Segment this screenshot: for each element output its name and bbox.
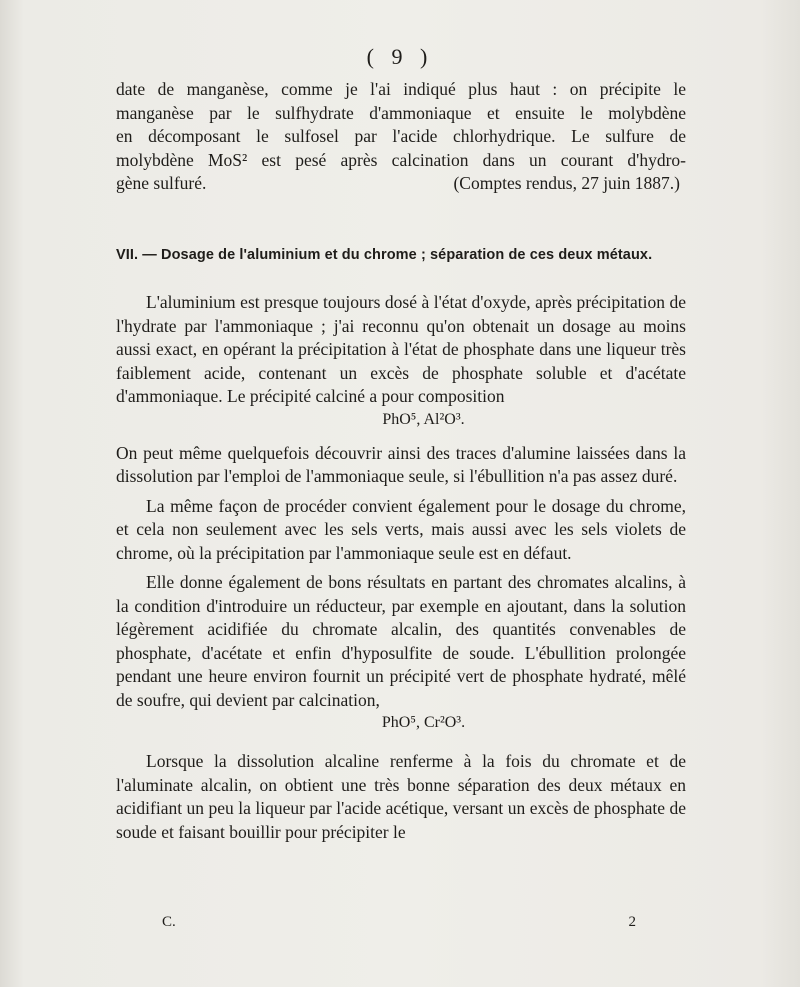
paragraph-traces: On peut même quelquefois découvrir ainsi des traces d'alumine laissées dans la dissolution par l'emploi de l'ammoniaque seule, si l'ébullition n'a pas assez duré. [116,442,686,486]
paragraph-chrome: La même façon de procéder convient également pour le dosage du chrome, et cela non seulement avec les sels verts, mais aussi avec les sels violets de chrome, où la précipitation par l'ammoniaque seule est en défaut. [116,495,686,563]
text-line-last [116,172,686,196]
text-line: gène sulfuré. [116,173,207,193]
main-body [116,291,686,844]
sheet-number: 2 [628,914,636,930]
paragraph-aluminium: L'aluminium est presque toujours dosé à l'état d'oxyde, après précipitation de l'hydrate par l'ammoniaque ; j'ai reconnu qu'on obtenait un dosage au moins aussi exact, en opérant la précipitation à l'état de phosphate dans une liqueur très faiblement acide, contenant un excès de phosphate soluble et d'acétate d'ammoniaque. Le précipité calciné a pour composition [116,292,686,406]
text-line: manganèse par le sulfhydrate d'ammoniaque et ensuite le molybdène [116,102,686,123]
text-line: molybdène MoS² est pesé après calcination dans un courant d'hydro- [116,149,686,170]
text-line: en décomposant le sulfosel par l'acide chlorhydrique. Le sulfure de [116,126,686,146]
page-number: ( 9 ) [366,44,434,69]
paragraph-chromates: Elle donne également de bons résultats en partant des chromates alcalins, à la condition d'introduire un réducteur, par exemple en ajoutant, dans la solution légèrement acidifiée du chromate alcalin, des quantités convenables de phosphate, d'acétate et enfin d'hyposulfite de soude. L'ébullition prolongée pendant une heure environ fournit un précipité vert de phosphate hydraté, mêlé de soufre, qui devient par calcination, [116,572,686,710]
top-paragraph [116,78,686,196]
signature-mark: C. [162,914,176,930]
section-heading: VII. — Dosage de l'aluminium et du chrome ; séparation de ces deux métaux. [116,247,653,263]
formula-aluminium-phosphate: PhO⁵, Al²O³. [382,410,465,428]
paragraph-separation: Lorsque la dissolution alcaline renferme à la fois du chromate et de l'aluminate alcalin, on obtient une très bonne séparation des deux métaux en acidifiant un peu la liqueur par l'acide acétique, versant un excès de phosphate de soude et faisant bouillir pour précipiter le [116,751,686,842]
citation: (Comptes rendus, 27 juin 1887.) [453,173,680,193]
formula-chrome-phosphate: PhO⁵, Cr²O³. [381,714,466,731]
text-line: date de manganèse, comme je l'ai indiqué plus haut : on précipite le [116,79,686,99]
